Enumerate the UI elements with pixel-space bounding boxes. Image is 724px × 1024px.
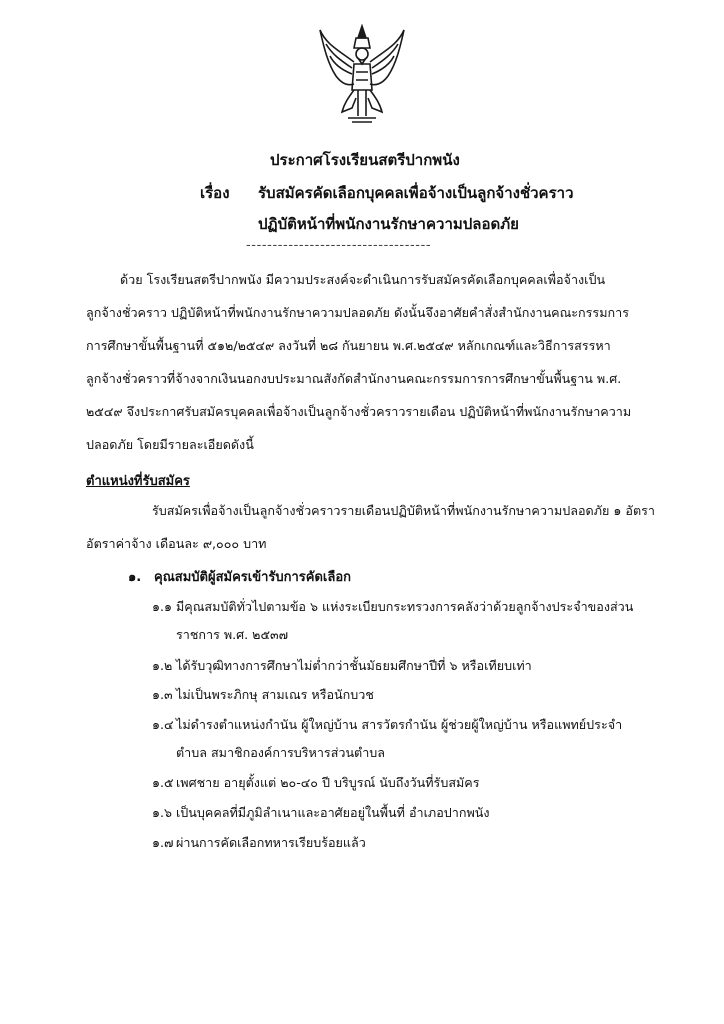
subject-line — [200, 181, 574, 205]
qualification-item — [152, 599, 633, 615]
item-number: ๑.๓ — [152, 687, 173, 702]
intro-line: ปลอดภัย โดยมีรายละเอียดดังนี้ — [86, 437, 254, 452]
item-text-continued: ตำบล สมาชิกองค์การบริหารส่วนตำบล — [176, 745, 386, 760]
section-number: ๑. — [128, 570, 142, 585]
header-divider: ----------------------------------- — [246, 238, 432, 253]
position-description: รับสมัครเพื่อจ้างเป็นลูกจ้างชั่วคราวรายเดือนปฏิบัติหน้าที่พนักงานรักษาความปลอดภัย ๑ อัตรา — [152, 503, 655, 518]
item-number: ๑.๕ — [152, 775, 174, 790]
item-text: ไม่เป็นพระภิกษุ สามเณร หรือนักบวช — [176, 687, 374, 702]
qualification-item — [152, 687, 374, 703]
intro-line: ลูกจ้างชั่วคราว ปฏิบัติหน้าที่พนักงานรักษาความปลอดภัย ดังนั้นจึงอาศัยคำสั่งสำนักงานคณะกรรมการ — [86, 305, 629, 320]
item-number: ๑.๒ — [152, 658, 173, 673]
section-title: คุณสมบัติผู้สมัครเข้ารับการคัดเลือก — [154, 570, 351, 585]
intro-line: ด้วย โรงเรียนสตรีปากพนัง มีความประสงค์จะดำเนินการรับสมัครคัดเลือกบุคคลเพื่อจ้างเป็น — [120, 272, 606, 287]
qualification-item — [152, 835, 366, 851]
item-text: เพศชาย อายุตั้งแต่ ๒๐-๔๐ ปี บริบูรณ์ นับถึงวันที่รับสมัคร — [176, 775, 480, 790]
item-text: ผ่านการคัดเลือกทหารเรียบร้อยแล้ว — [176, 835, 366, 850]
item-text: เป็นบุคคลที่มีภูมิลำเนาและอาศัยอยู่ในพื้นที่ อำเภอปากพนัง — [176, 805, 490, 820]
position-heading: ตำแหน่งที่รับสมัคร — [86, 474, 190, 489]
item-number: ๑.๖ — [152, 805, 172, 820]
item-number: ๑.๑ — [152, 599, 172, 614]
item-text: มีคุณสมบัติทั่วไปตามข้อ ๖ แห่งระเบียบกระทรวงการคลังว่าด้วยลูกจ้างประจำของส่วน — [176, 599, 634, 614]
qualification-item — [152, 658, 532, 674]
intro-line: ๒๕๔๙ จึงประกาศรับสมัครบุคคลเพื่อจ้างเป็นลูกจ้างชั่วคราวรายเดือน ปฏิบัติหน้าที่พนักงานรักษาความ — [86, 404, 632, 419]
item-text-continued: ราชการ พ.ศ. ๒๕๓๗ — [176, 627, 289, 642]
subject-text: รับสมัครคัดเลือกบุคคลเพื่อจ้างเป็นลูกจ้างชั่วคราว — [258, 184, 574, 202]
item-text: ไม่ดำรงตำแหน่งกำนัน ผู้ใหญ่บ้าน สารวัตรกำนัน ผู้ช่วยผู้ใหญ่บ้าน หรือแพทย์ประจำ — [176, 717, 623, 732]
subject-text-continued: ปฏิบัติหน้าที่พนักงานรักษาความปลอดภัย — [258, 215, 519, 233]
intro-line: ลูกจ้างชั่วคราวที่จ้างจากเงินนอกงบประมาณสังกัดสำนักงานคณะกรรมการการศึกษาขั้นพื้นฐาน พ.ศ. — [86, 371, 622, 386]
qualification-item — [152, 717, 622, 733]
item-number: ๑.๔ — [152, 717, 174, 732]
garuda-emblem-icon — [318, 24, 406, 128]
item-text: ได้รับวุฒิทางการศึกษาไม่ต่ำกว่าชั้นมัธยมศึกษาปีที่ ๖ หรือเทียบเท่า — [176, 658, 532, 673]
item-number: ๑.๗ — [152, 835, 174, 850]
intro-line: การศึกษาขั้นพื้นฐานที่ ๕๑๒/๒๕๔๙ ลงวันที่ ๒๘ กันยายน พ.ศ.๒๕๔๙ หลักเกณฑ์และวิธีการสรรหา — [86, 338, 611, 353]
announcement-title: ประกาศโรงเรียนสตรีปากพนัง — [270, 151, 460, 169]
position-salary: อัตราค่าจ้าง เดือนละ ๙,๐๐๐ บาท — [86, 536, 267, 551]
qualification-item — [152, 775, 480, 791]
qualifications-heading — [128, 566, 351, 587]
subject-label: เรื่อง — [200, 184, 230, 202]
qualification-item — [152, 805, 490, 821]
